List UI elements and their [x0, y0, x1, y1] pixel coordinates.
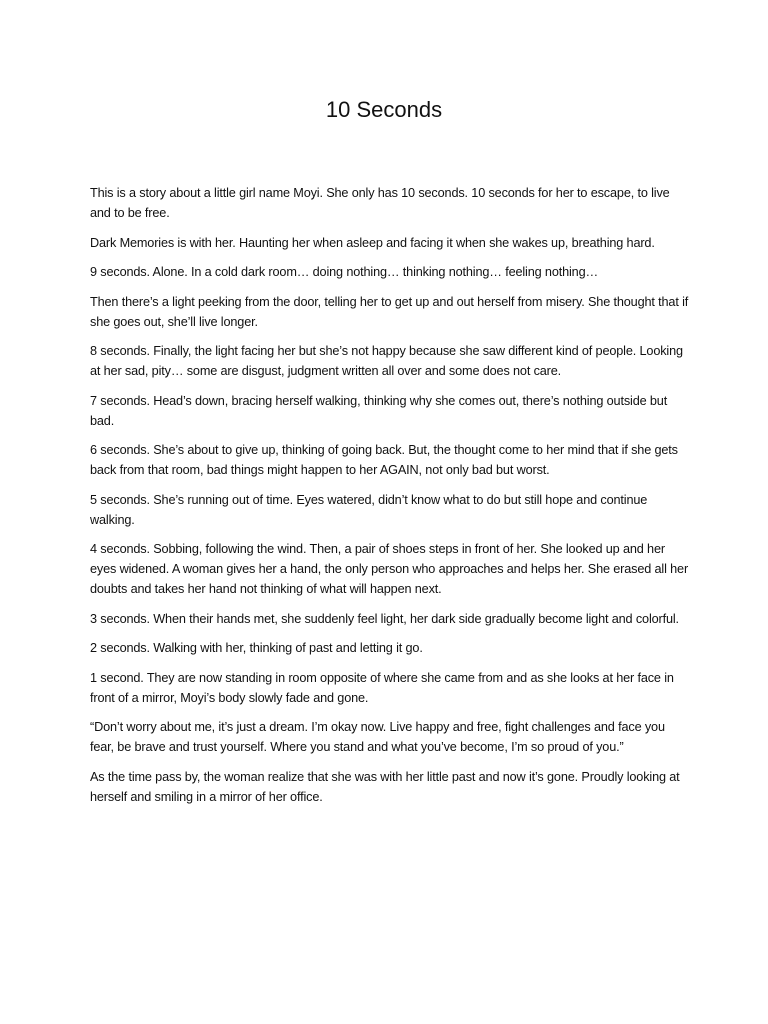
- paragraph: Then there’s a light peeking from the door, telling her to get up and out herself from misery. She thought that if she goes out, she’ll live longer.: [90, 294, 689, 329]
- paragraph: 4 seconds. Sobbing, following the wind. Then, a pair of shoes steps in front of her. She looked up and her eyes widened. A woman gives her a hand, the only person who approaches and helps her. She erased all her doubts and takes her hand not thinking of what will happen next.: [90, 542, 689, 596]
- document-body: [90, 183, 690, 816]
- paragraph: As the time pass by, the woman realize that she was with her little past and now it’s gone. Proudly looking at herself and smiling in a mirror of her office.: [90, 769, 680, 804]
- paragraph: “Don’t worry about me, it’s just a dream. I’m okay now. Live happy and free, fight challenges and face you fear, be brave and trust yourself. Where you stand and what you’ve become, I’m so proud of you.”: [90, 720, 665, 754]
- paragraph: 9 seconds. Alone. In a cold dark room… doing nothing… thinking nothing… feeling nothing…: [90, 265, 599, 279]
- paragraph: 7 seconds. Head’s down, bracing herself walking, thinking why she comes out, there’s nothing outside but bad.: [90, 393, 668, 428]
- document-title: 10 Seconds: [325, 97, 443, 122]
- paragraph: Dark Memories is with her. Haunting her when asleep and facing it when she wakes up, breathing hard.: [90, 235, 655, 250]
- paragraph: 5 seconds. She’s running out of time. Eyes watered, didn’t know what to do but still hope and continue walking.: [90, 492, 648, 527]
- paragraph: 8 seconds. Finally, the light facing her but she’s not happy because she saw different kind of people. Looking at her sad, pity… some are disgust, judgment written all over and some does not care.: [90, 344, 683, 378]
- paragraph: 6 seconds. She’s about to give up, thinking of going back. But, the thought come to her mind that if she gets back from that room, bad things might happen to her AGAIN, not only bad but worst.: [90, 443, 678, 477]
- paragraph: 3 seconds. When their hands met, she suddenly feel light, her dark side gradually become light and colorful.: [90, 611, 679, 626]
- paragraph: 2 seconds. Walking with her, thinking of past and letting it go.: [90, 641, 423, 655]
- paragraph: 1 second. They are now standing in room opposite of where she came from and as she looks at her face in front of a mirror, Moyi’s body slowly fade and gone.: [90, 670, 674, 705]
- paragraph: This is a story about a little girl name Moyi. She only has 10 seconds. 10 seconds for her to escape, to live and to be free.: [90, 186, 670, 220]
